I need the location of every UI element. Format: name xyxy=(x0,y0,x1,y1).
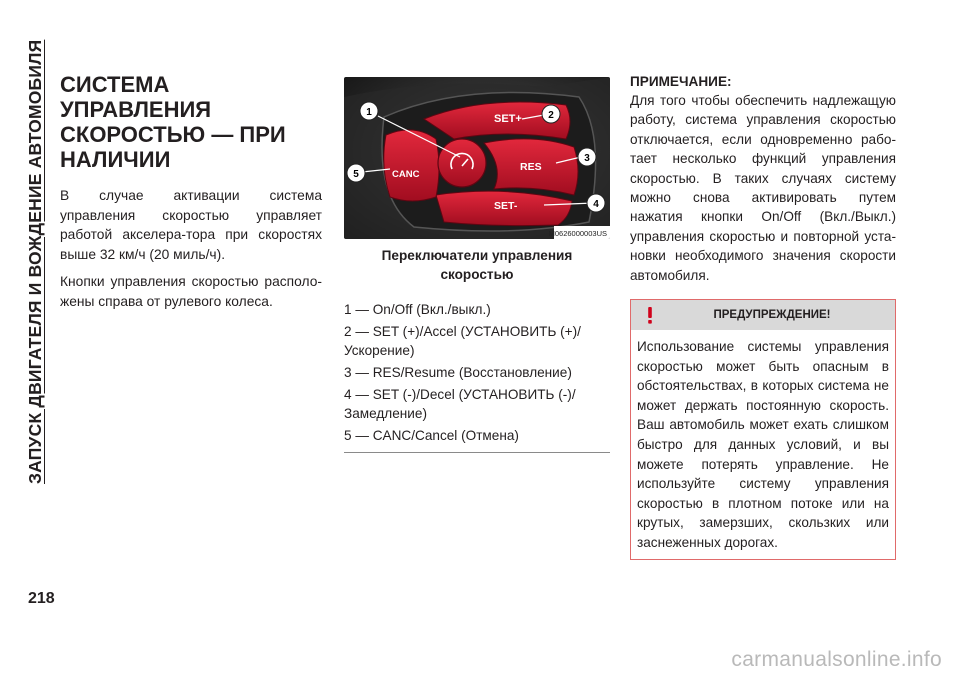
callout-3 xyxy=(578,148,596,166)
res-label: RES xyxy=(520,161,542,173)
warning-box xyxy=(630,299,896,560)
legend-item: 5 — CANC/Cancel (Отмена) xyxy=(344,428,519,443)
steering-switches-photo xyxy=(344,77,610,239)
svg-text:4: 4 xyxy=(593,199,599,210)
section-column xyxy=(60,72,322,319)
callout-1 xyxy=(360,102,378,120)
callout-2 xyxy=(542,105,560,123)
callout-4 xyxy=(587,194,605,212)
callout-5 xyxy=(347,164,365,182)
legend-list xyxy=(344,300,610,445)
warning-header xyxy=(631,300,895,330)
svg-text:1: 1 xyxy=(366,107,372,118)
legend-item: 3 — RES/Resume (Восстановление) xyxy=(344,365,572,380)
set-minus-label: SET- xyxy=(494,200,518,212)
canc-label: CANC xyxy=(392,169,420,180)
note-title: ПРИМЕЧАНИЕ: xyxy=(630,74,732,89)
figure-column xyxy=(344,77,610,453)
on-off-button xyxy=(438,139,486,187)
note-body: Для того чтобы обеспечить надлежащую работу, система управления скоростью отключается, если одновременно рабо-тает несколько функций управления скоростью. В таких случаях систему можно снова активировать путем нажатия кнопки On/Off (Вкл./Выкл.) управления скоростью и повторной уста-новки необходимого значения скорости автомобиля. xyxy=(630,93,896,283)
steering-switches-illustration xyxy=(344,77,610,239)
warning-body: Использование системы управления скоростью может быть опасным в обстоятельствах, в которых система не может держать постоянную скорость. Ваш автомобиль может ехать слишком быстро для данных условий, и вы можете потерять управление. Не используйте систему управления скоростью в плотном потоке или на крутых, замерзших, скользких или заснеженных дорогах. xyxy=(637,339,889,550)
legend-item: 1 — On/Off (Вкл./выкл.) xyxy=(344,302,491,317)
svg-text:5: 5 xyxy=(353,169,359,180)
buttons-location-paragraph: Кнопки управления скоростью располо-жены справа от рулевого колеса. xyxy=(60,274,322,309)
page-number: 218 xyxy=(28,590,55,607)
legend-divider xyxy=(344,452,610,453)
svg-text:3: 3 xyxy=(584,153,590,164)
legend-item: 4 — SET (-)/Decel (УСТАНОВИТЬ (-)/ Замедление) xyxy=(344,387,576,421)
warning-title: ПРЕДУПРЕЖДЕНИЕ! xyxy=(713,309,831,322)
intro-paragraph: В случае активации система управления скоростью управляет работой акселера-тора при скоростях выше 32 км/ч (20 миль/ч). xyxy=(60,188,322,262)
warning-exclamation-icon xyxy=(639,305,661,325)
legend-item: 2 — SET (+)/Accel (УСТАНОВИТЬ (+)/ Ускорение) xyxy=(344,324,581,358)
figure-caption: Переключатели управления скоростью xyxy=(381,248,573,282)
section-title xyxy=(60,72,322,172)
watermark: carmanualsonline.info xyxy=(731,648,942,671)
chapter-sidebar-title: ЗАПУСК ДВИГАТЕЛЯ И ВОЖДЕНИЕ АВТОМОБИЛЯ xyxy=(24,39,45,484)
section-title-line-1: СИСТЕМА УПРАВЛЕНИЯ xyxy=(60,72,212,122)
image-code: M0626000003US xyxy=(548,229,607,238)
svg-text:2: 2 xyxy=(548,110,554,121)
section-title-line-2: СКОРОСТЬЮ — ПРИ xyxy=(60,122,286,147)
section-title-line-3: НАЛИЧИИ xyxy=(60,147,171,172)
set-plus-label: SET+ xyxy=(494,113,522,125)
canc-button xyxy=(384,130,439,201)
note-column xyxy=(630,72,896,560)
